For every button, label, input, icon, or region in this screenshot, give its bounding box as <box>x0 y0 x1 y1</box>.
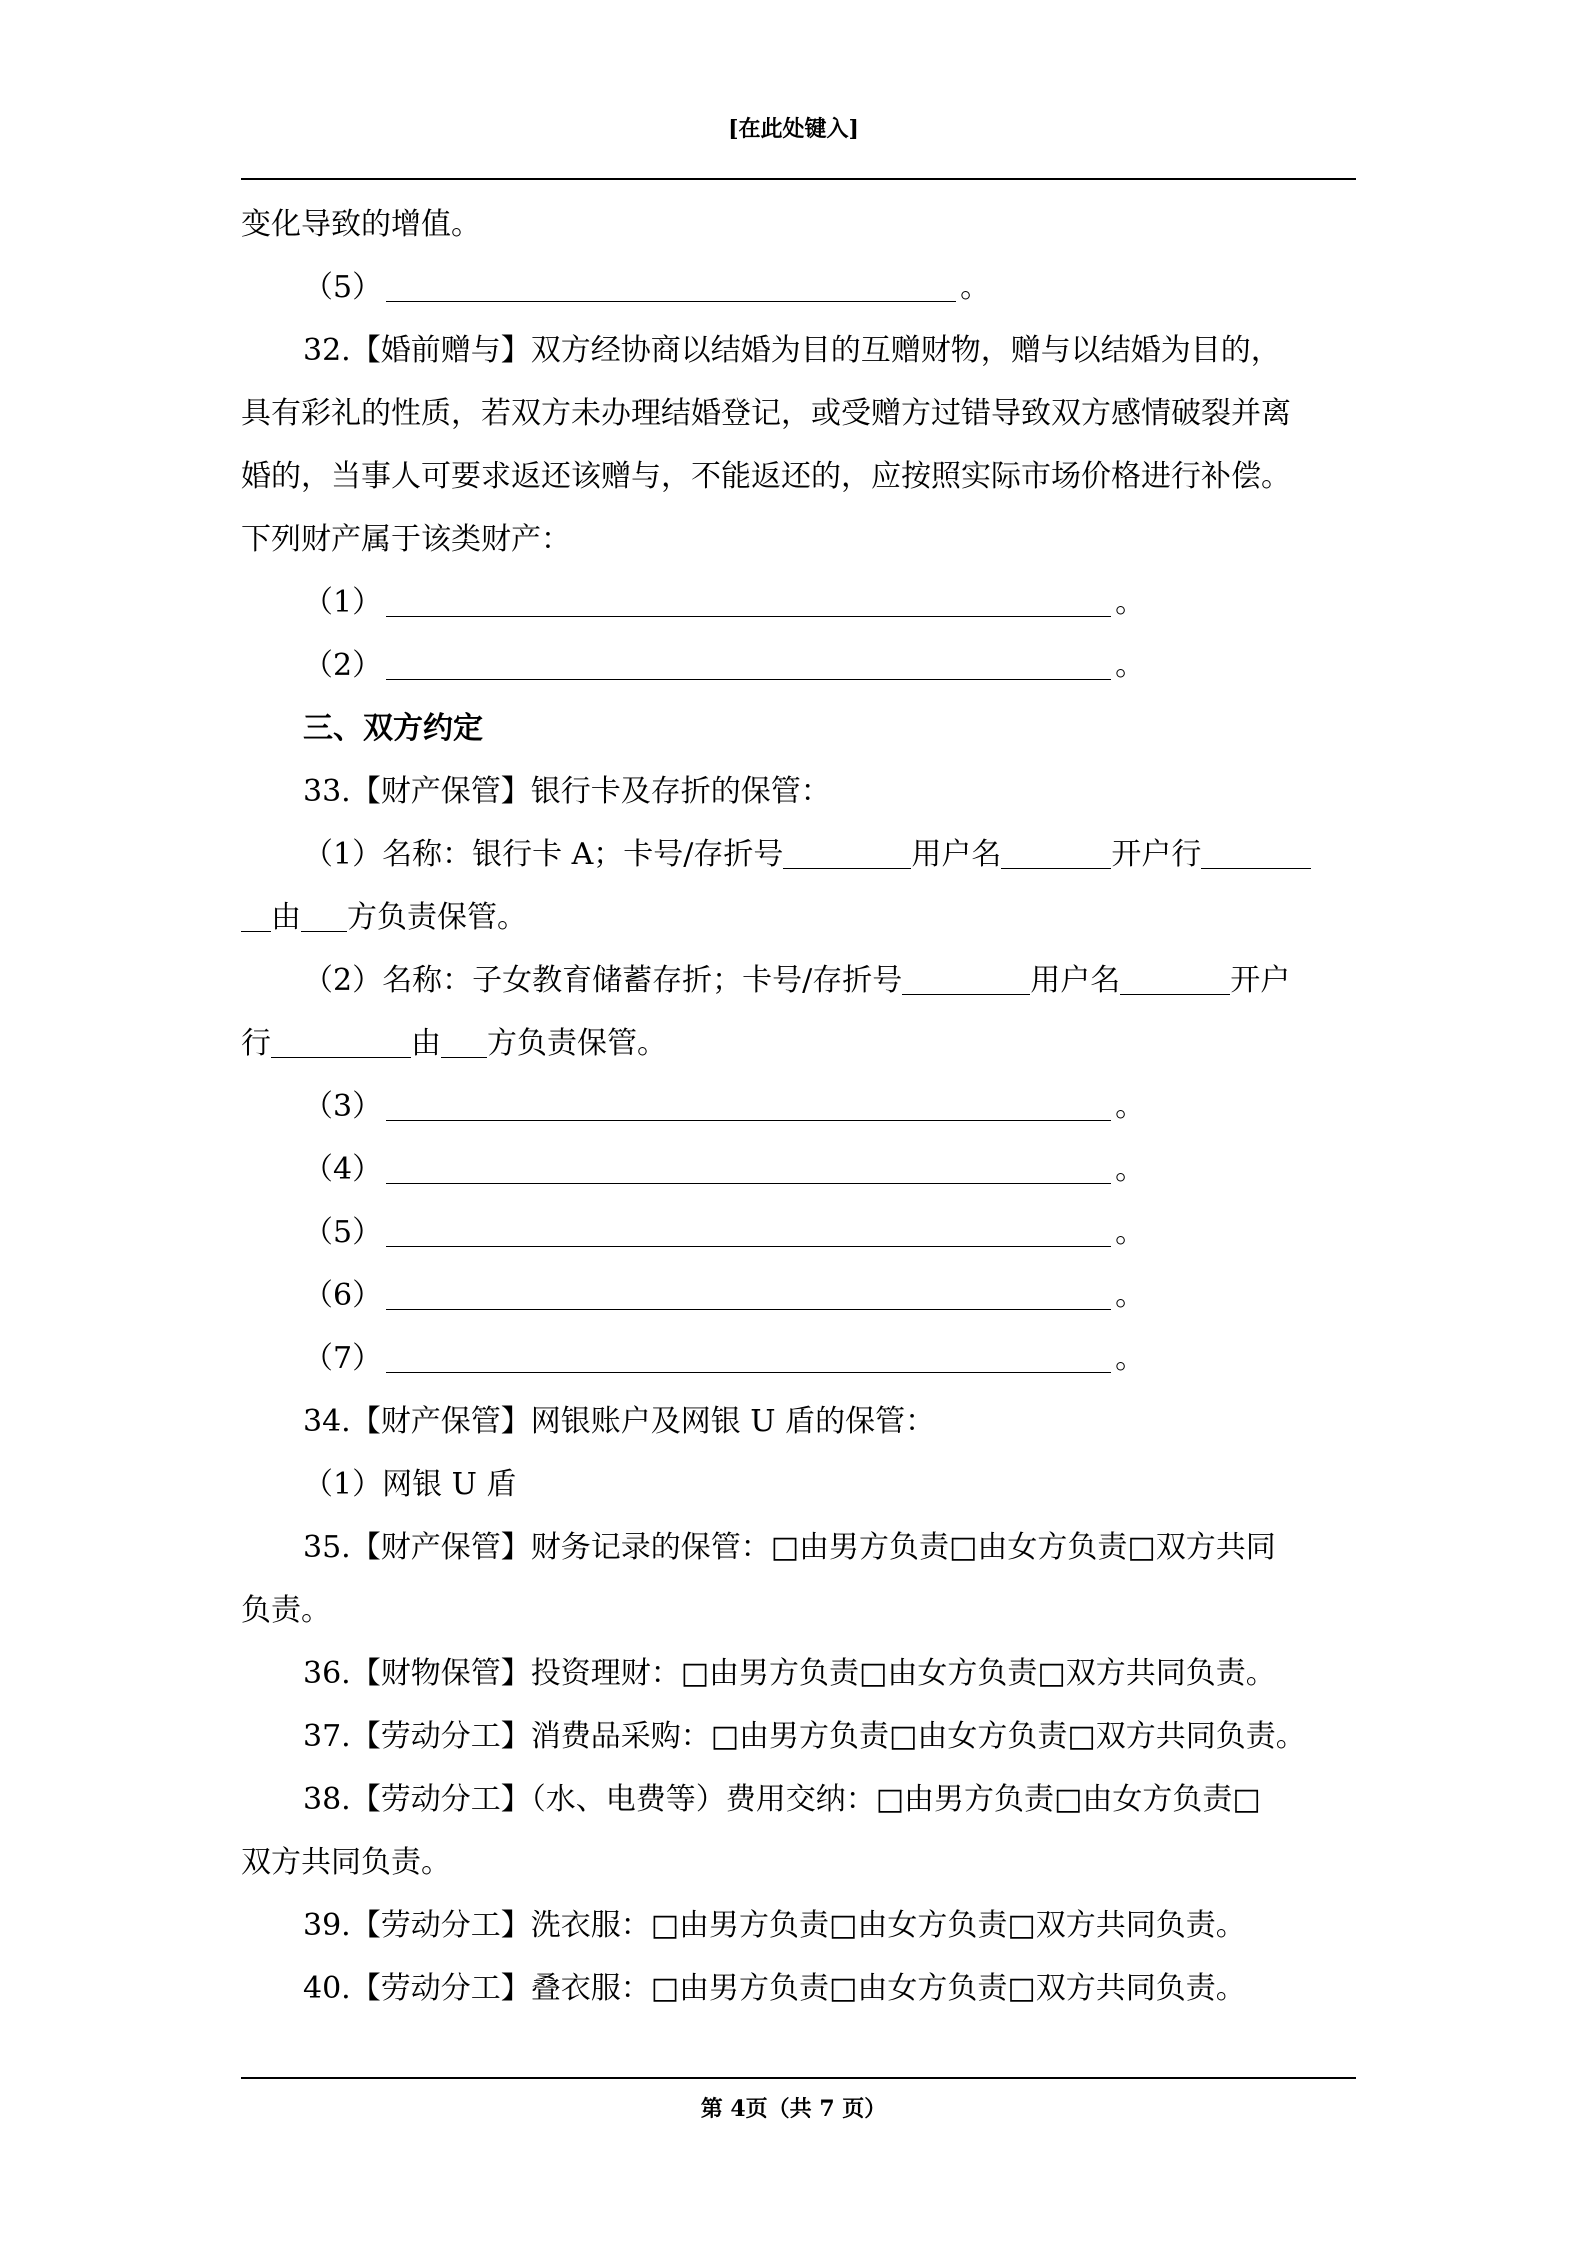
blank-item-6: （6） 。 <box>303 1278 1146 1313</box>
footer-rule <box>241 2077 1356 2079</box>
keeper-blank[interactable] <box>301 901 347 932</box>
fill-blank[interactable] <box>386 1153 1111 1184</box>
fill-blank[interactable] <box>386 1279 1111 1310</box>
blank-item-4: （4） 。 <box>303 1152 1146 1187</box>
clause-33-title: 33.【财产保管】银行卡及存折的保管： <box>303 774 831 809</box>
bank-branch-blank[interactable] <box>271 1027 411 1058</box>
username-blank[interactable] <box>1120 964 1230 995</box>
clause-34-title: 34.【财产保管】网银账户及网银 U 盾的保管： <box>303 1404 936 1439</box>
fill-blank[interactable] <box>386 1216 1111 1247</box>
fill-blank[interactable] <box>386 649 1111 680</box>
savings-book-line-cont: 行 由 方负责保管。 <box>241 1026 667 1061</box>
document-body <box>241 193 1356 2020</box>
blank-item-7: （7） 。 <box>303 1341 1146 1376</box>
clause-39: 39.【劳动分工】洗衣服：□由男方负责□由女方负责□双方共同负责。 <box>303 1908 1246 1943</box>
keeper-blank[interactable] <box>441 1027 487 1058</box>
username-blank[interactable] <box>1001 838 1111 869</box>
clause-37: 37.【劳动分工】消费品采购：□由男方负责□由女方负责□双方共同负责。 <box>303 1719 1306 1754</box>
fill-blank[interactable] <box>386 586 1111 617</box>
clause-38: 38.【劳动分工】（水、电费等）费用交纳：□由男方负责□由女方负责□ <box>303 1782 1261 1817</box>
clause-32-title: 32.【婚前赠与】双方经协商以结婚为目的互赠财物，赠与以结婚为目的， <box>303 333 1281 368</box>
text-line: 双方共同负责。 <box>241 1845 451 1880</box>
bank-branch-blank[interactable] <box>1201 838 1311 869</box>
fill-blank[interactable] <box>386 271 956 302</box>
text-line: 变化导致的增值。 <box>241 207 481 242</box>
fill-blank[interactable] <box>386 1090 1111 1121</box>
text-line: （1）网银 U 盾 <box>303 1467 517 1502</box>
savings-book-line: （2）名称：子女教育储蓄存折；卡号/存折号 用户名 开户 <box>303 963 1291 998</box>
page-header: [在此处键入] <box>728 116 859 142</box>
blank-item-1: （1） 。 <box>303 585 1146 620</box>
clause-40: 40.【劳动分工】叠衣服：□由男方负责□由女方负责□双方共同负责。 <box>303 1971 1246 2006</box>
text-line: 下列财产属于该类财产： <box>241 522 571 557</box>
blank-item-3: （3） 。 <box>303 1089 1146 1124</box>
text-line: 婚的，当事人可要求返还该赠与，不能返还的，应按照实际市场价格进行补偿。 <box>241 459 1291 494</box>
clause-35: 35.【财产保管】财务记录的保管：□由男方负责□由女方负责□双方共同 <box>303 1530 1276 1565</box>
blank-item-5: （5） 。 <box>303 270 991 305</box>
card-number-blank[interactable] <box>902 964 1030 995</box>
text-line: 具有彩礼的性质，若双方未办理结婚登记，或受赠方过错导致双方感情破裂并离 <box>241 396 1291 431</box>
bank-card-line: （1）名称：银行卡 A；卡号/存折号 用户名 开户行 <box>241 823 1356 886</box>
section-heading: 三、双方约定 <box>303 711 483 746</box>
text-line: 负责。 <box>241 1593 331 1628</box>
header-rule <box>241 178 1356 180</box>
clause-36: 36.【财物保管】投资理财：□由男方负责□由女方负责□双方共同负责。 <box>303 1656 1276 1691</box>
blank-item-2: （2） 。 <box>303 648 1146 683</box>
fill-blank[interactable] <box>386 1342 1111 1373</box>
bank-card-line-cont: 由 方负责保管。 <box>241 886 1356 949</box>
page-footer: 第 4页（共 7 页） <box>700 2096 887 2122</box>
card-number-blank[interactable] <box>783 838 911 869</box>
bank-branch-blank-cont[interactable] <box>241 901 271 932</box>
blank-item-5b: （5） 。 <box>303 1215 1146 1250</box>
